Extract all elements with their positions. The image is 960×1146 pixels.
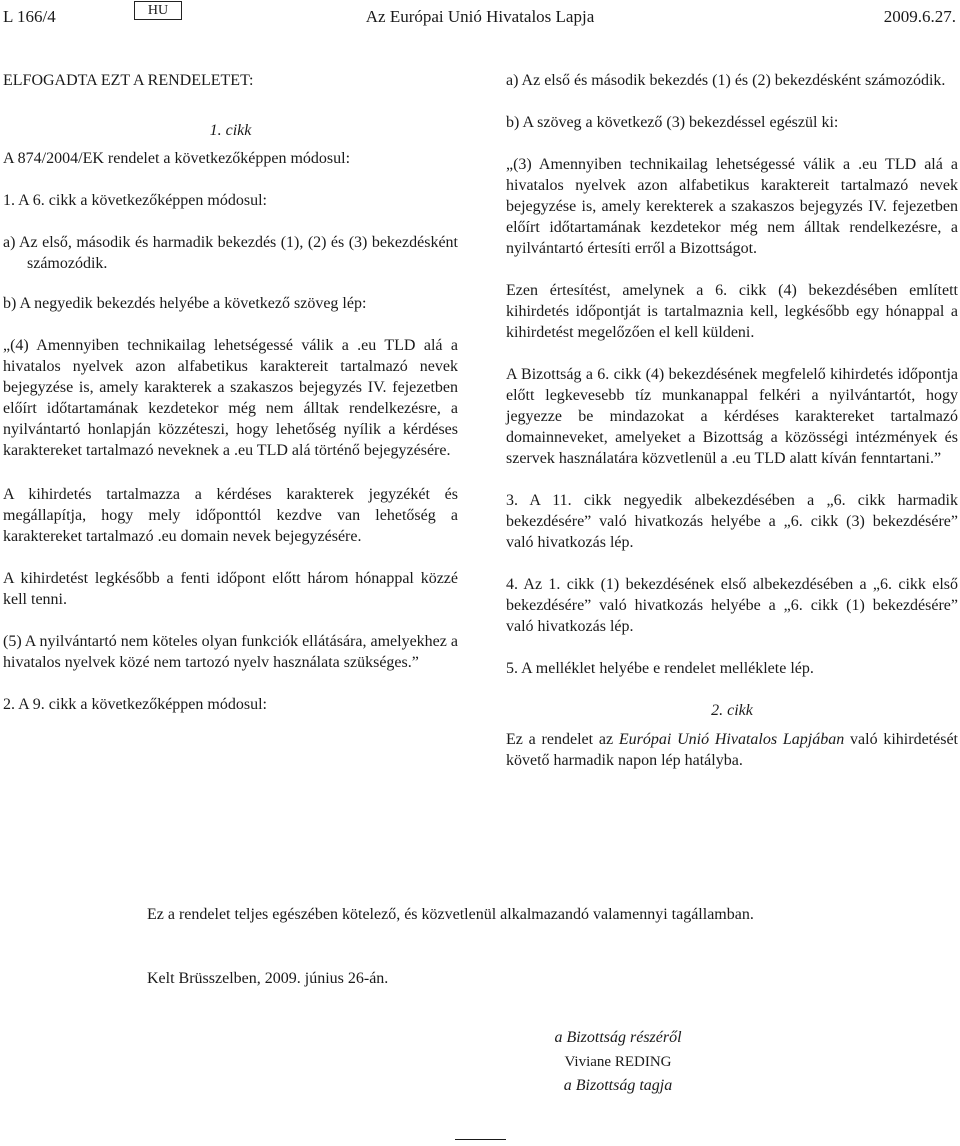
point-2: 2. A 9. cikk a következőképpen módosul: [3, 696, 267, 713]
point-1a: a) Az első, második és harmadik bekezdés (1), (2) és (3) bekezdésként számozódik. [3, 234, 458, 272]
quoted-paragraph-4 [3, 335, 458, 461]
binding-statement: Ez a rendelet teljes egészében kötelező, és közvetlenül alkalmazandó valamennyi tagállamban. [147, 906, 754, 923]
page-reference: L 166/4 [3, 7, 56, 26]
quoted-paragraph-3-commission: A Bizottság a 6. cikk (4) bekezdésének megfelelő kihirdetés időpontja előtt legkevesebb tíz munkanappal felkéri a nyilvántartót, hogy jegyezze be mindazokat a kérdéses karaktereket tartalmazó domainneveket, amelyeket a Bizottság a közösségi intézmények és szervek használatára közvetlenül a .eu TLD alatt kíván fenntartani.” [506, 366, 958, 467]
article-2-title: 2. cikk [711, 702, 753, 719]
article-2-text [506, 729, 958, 771]
point-1b: b) A negyedik bekezdés helyébe a következő szöveg lép: [3, 295, 367, 312]
publication-date: 2009.6.27. [883, 7, 956, 26]
point-1: 1. A 6. cikk a következőképpen módosul: [3, 192, 267, 209]
journal-title: Az Európai Unió Hivatalos Lapja [365, 7, 595, 26]
language-code-box: HU [134, 1, 182, 20]
article-1-title: 1. cikk [209, 122, 252, 139]
quoted-paragraph-5: (5) A nyilvántartó nem köteles olyan funkciók ellátására, amelyekhez a hivatalos nyelvek közé nem tartozó nyelv használata szükséges.” [3, 633, 458, 671]
quoted-paragraph-3: „(3) Amennyiben technikailag lehetségessé válik a .eu TLD alá a hivatalos nyelvek azon alfabetikus karaktereit tartalmazó nevek bejegyzése is, amely kerekterek a szakaszos bejegyzés IV. fejezetben előírt időtartamának kezdetekor még nem álltak rendelkezésre, a nyilvántartó értesíti erről a Bizottságot. [506, 156, 958, 257]
official-journal-name: Európai Unió Hivatalos Lapjában [618, 731, 845, 748]
article-2-text-b: való kihirdetését követő harmadik napon lép hatályba. [506, 731, 958, 769]
point-2a: a) Az első és második bekezdés (1) és (2) bekezdésként számozódik. [506, 72, 946, 89]
signature-for-commission: a Bizottság részéről [554, 1029, 682, 1046]
right-column [506, 70, 958, 771]
left-column [3, 70, 458, 715]
point-3: 3. A 11. cikk negyedik albekezdésében a „6. cikk harmadik bekezdésére” való hivatkozás helyébe a „6. cikk (3) bekezdésére” való hivatkozás lép. [506, 492, 958, 551]
footnote-divider [455, 1139, 506, 1140]
article-1-intro: A 874/2004/EK rendelet a következőképpen módosul: [3, 150, 351, 167]
place-and-date: Kelt Brüsszelben, 2009. június 26-án. [147, 970, 389, 987]
quoted-paragraph-4-text: „(4) Amennyiben technikailag lehetségessé válik a .eu TLD alá a hivatalos nyelvek azon alfabetikus karaktereit tartalmazó nevek bejegyzése is, amely karakterek a szakaszos bejegyzés IV. fejezetben előírt időtartamának kezdetekor még nem álltak rendelkezésre, a nyilvántartó honlapján közzéteszi, hogy lehetőség nyílik a kérdéses karaktereket tartalmazó neveknek a .eu TLD alá történő bejegyzésére. [3, 337, 458, 459]
article-2-text-a: Ez a rendelet az [506, 731, 619, 748]
quoted-paragraph-4-publication: A kihirdetés tartalmazza a kérdéses karakterek jegyzékét és megállapítja, hogy mely időponttól kezdve van lehetőség a karaktereket tartalmazó .eu domain nevek bejegyzésére. [3, 486, 458, 545]
point-5: 5. A melléklet helyébe e rendelet melléklete lép. [506, 660, 814, 677]
page-header [0, 0, 960, 34]
quoted-paragraph-4-deadline: A kihirdetést legkésőbb a fenti időpont előtt három hónappal közzé kell tenni. [3, 570, 458, 608]
adopted-statement: ELFOGADTA EZT A RENDELETET: [3, 72, 254, 89]
signatory-name: Viviane REDING [564, 1054, 672, 1070]
point-4: 4. Az 1. cikk (1) bekezdésének első albekezdésében a „6. cikk első bekezdésére” való hivatkozás helyébe a „6. cikk (1) bekezdésére” való hivatkozás lép. [506, 576, 958, 635]
signatory-role: a Bizottság tagja [563, 1077, 673, 1094]
quoted-paragraph-3-notification: Ezen értesítést, amelynek a 6. cikk (4) bekezdésében említett kihirdetés időpontját is tartalmaznia kell, legkésőbb egy hónappal a kihirdetést megelőzően el kell küldeni. [506, 282, 958, 341]
point-2b: b) A szöveg a következő (3) bekezdéssel egészül ki: [506, 114, 839, 131]
